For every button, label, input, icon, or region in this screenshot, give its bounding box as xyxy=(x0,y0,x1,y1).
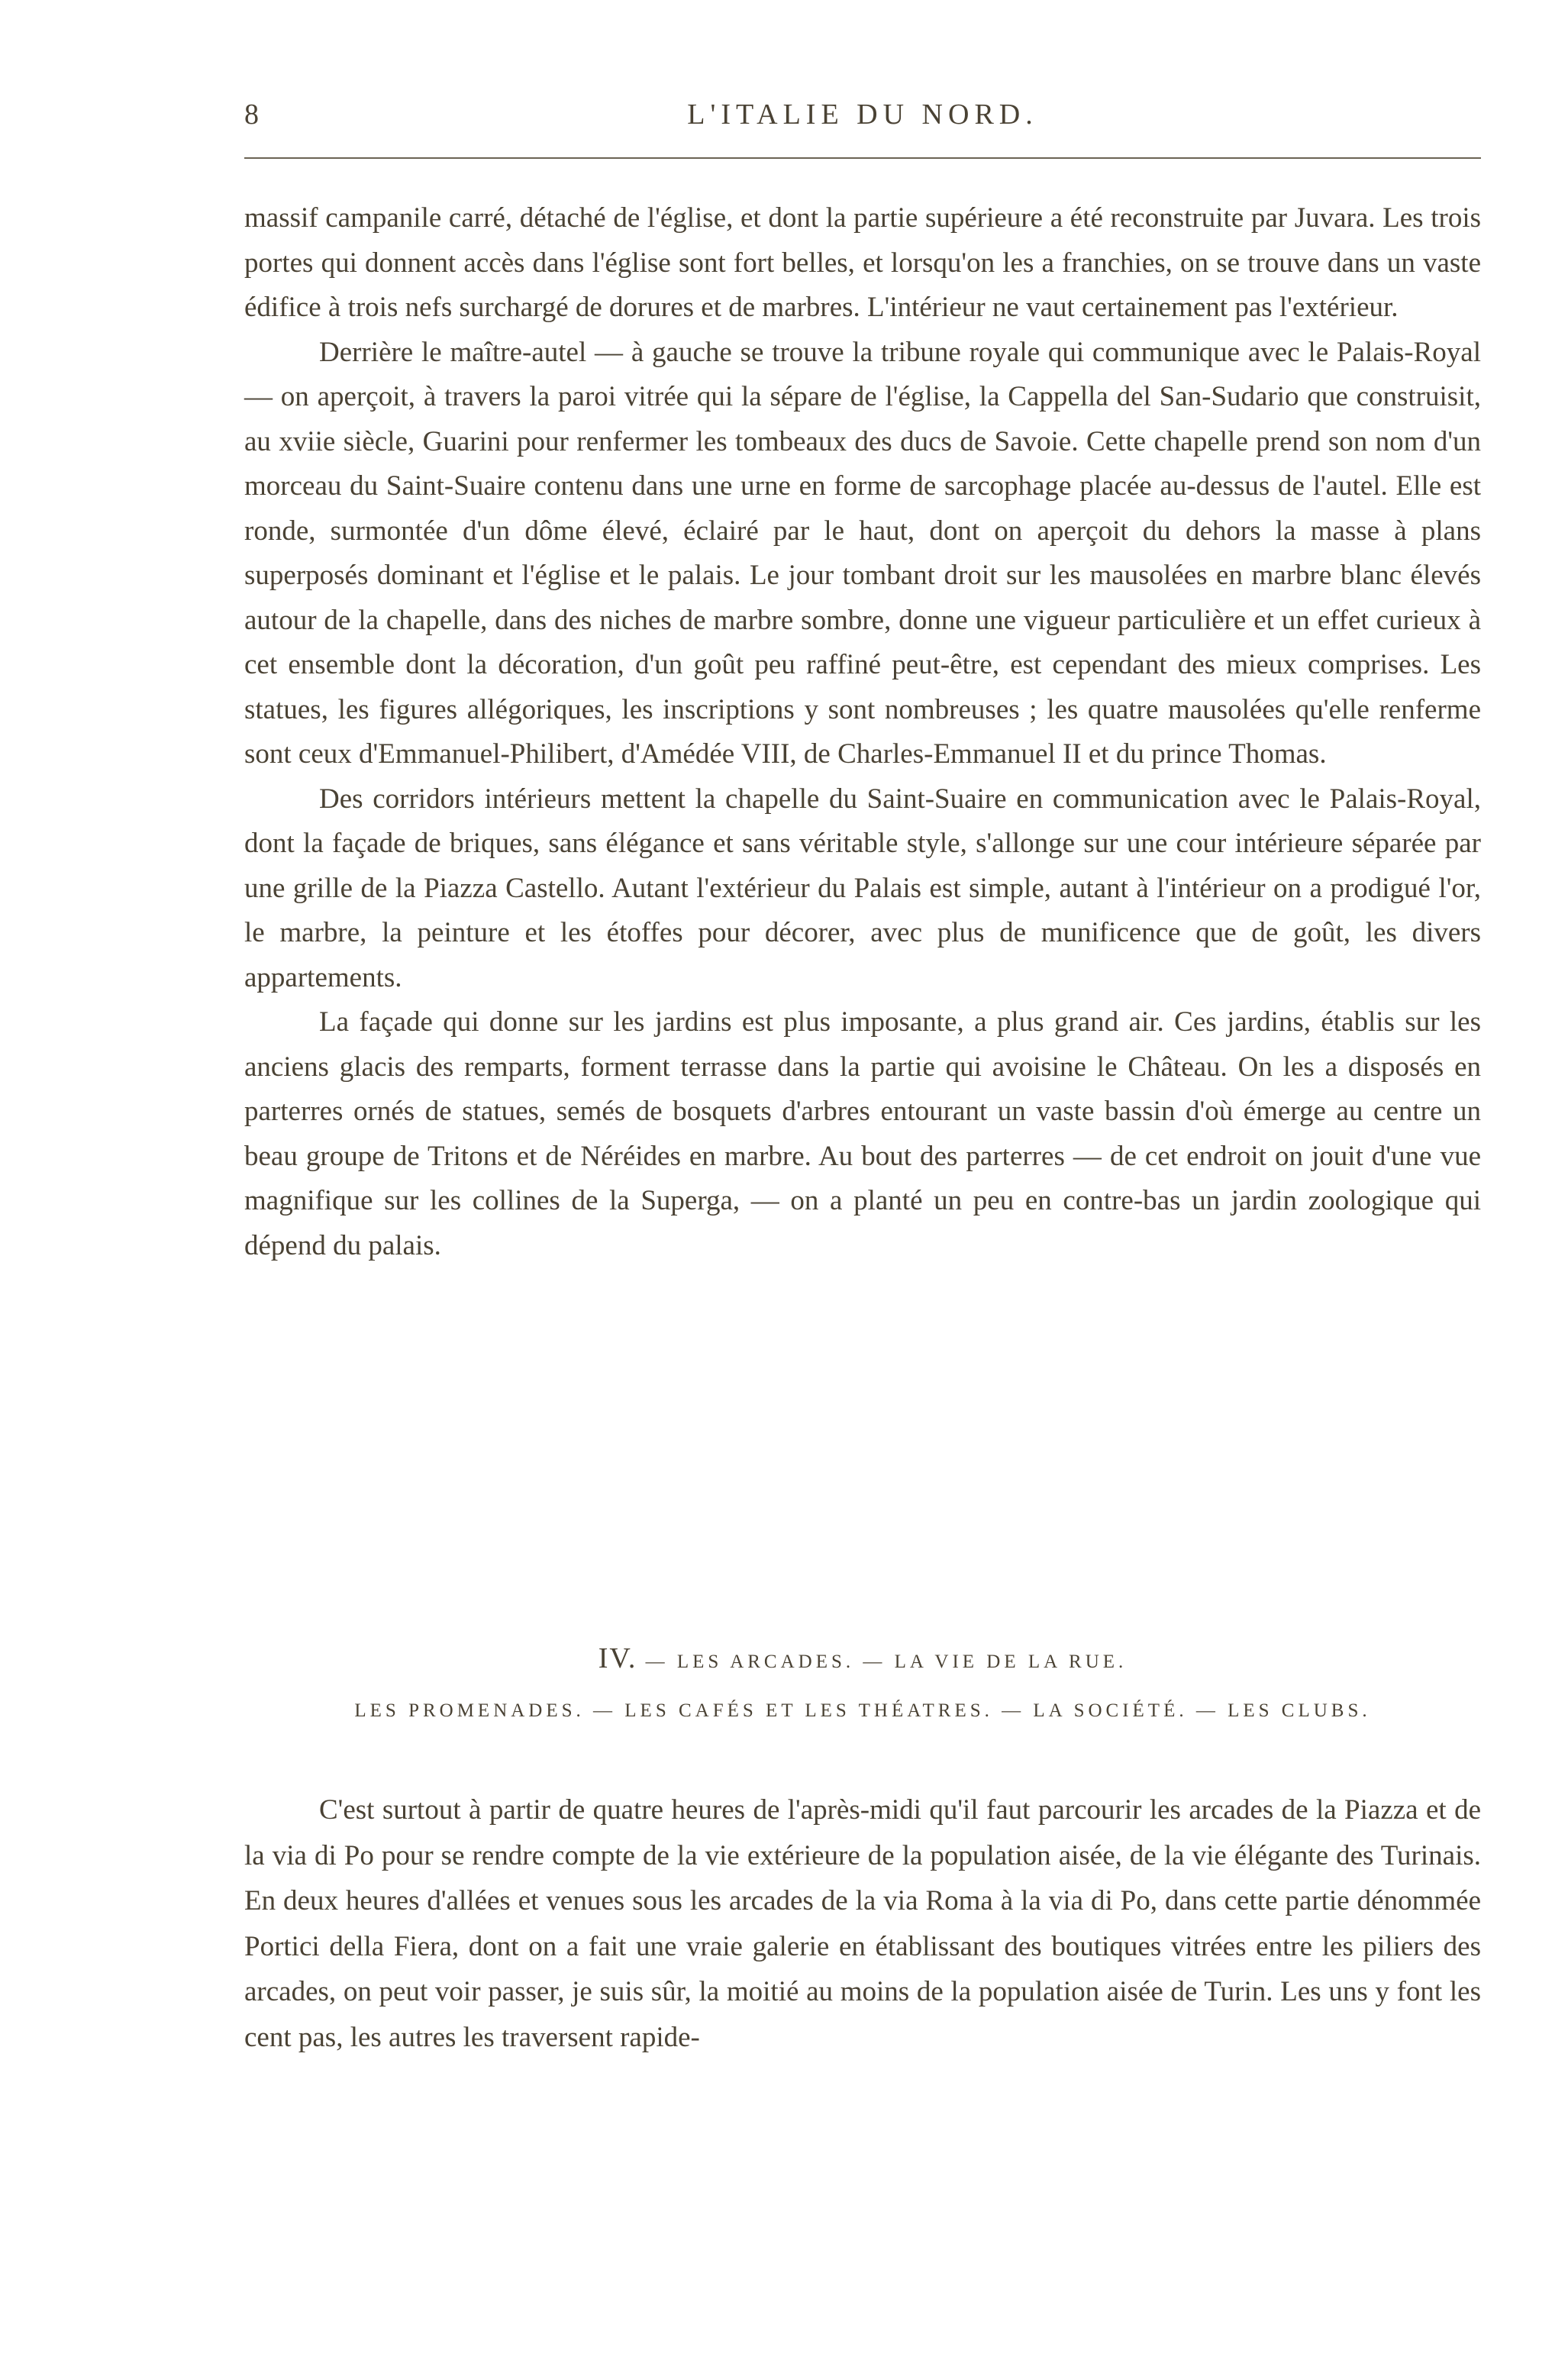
page-number: 8 xyxy=(244,98,260,131)
paragraph: Derrière le maître-autel — à gauche se trouve la tribune royale qui communique avec le Palais-Royal — on aperçoit, à travers la paroi vitrée qui la sépare de l'église, la Cappella del San-Sudario que construisit, au xviie siècle, Guarini pour renfermer les tombeaux des ducs de Savoie. Cette chapelle prend son nom d'un morceau du Saint-Suaire contenu dans une urne en forme de sarcophage placée au-dessus de l'autel. Elle est ronde, surmontée d'un dôme élevé, éclairé par le haut, dont on aperçoit du dehors la masse à plans superposés dominant et l'église et le palais. Le jour tombant droit sur les mausolées en marbre blanc élevés autour de la chapelle, dans des niches de marbre sombre, donne une vigueur particulière et un effet curieux à cet ensemble dont la décoration, d'un goût peu raffiné peut-être, est cependant des mieux comprises. Les statues, les figures allégoriques, les inscriptions y sont nombreuses ; les quatre mausolées qu'elle renferme sont ceux d'Emmanuel-Philibert, d'Amédée VIII, de Charles-Emmanuel II et du prince Thomas. xyxy=(244,336,1481,770)
section-numeral: IV. xyxy=(598,1642,637,1674)
body-text xyxy=(244,196,1481,1268)
paragraph: Des corridors intérieurs mettent la chapelle du Saint-Suaire en communication avec le Palais-Royal, dont la façade de briques, sans élégance et sans véritable style, s'allonge sur une cour intérieure séparée par une grille de la Piazza Castello. Autant l'extérieur du Palais est simple, autant à l'intérieur on a prodigué l'or, le marbre, la peinture et les étoffes pour décorer, avec plus de munificence que de goût, les divers appartements. xyxy=(244,783,1481,993)
paragraph: massif campanile carré, détaché de l'église, et dont la partie supérieure a été reconstruite par Juvara. Les trois portes qui donnent accès dans l'église sont fort belles, et lorsqu'on les a franchies, on se trouve dans un vaste édifice à trois nefs surchargé de dorures et de marbres. L'intérieur ne vaut certainement pas l'extérieur. xyxy=(244,202,1481,323)
section-title-line-2: LES PROMENADES. — LES CAFÉS ET LES THÉATRES. — LA SOCIÉTÉ. — LES CLUBS. xyxy=(354,1700,1371,1721)
paragraph: La façade qui donne sur les jardins est plus imposante, a plus grand air. Ces jardins, établis sur les anciens glacis des remparts, forment terrasse dans la partie qui avoisine le Château. On les a disposés en parterres ornés de statues, semés de bosquets d'arbres entourant un vaste bassin d'où émerge au centre un beau groupe de Tritons et de Néréides en marbre. Au bout des parterres — de cet endroit on jouit d'une vue magnifique sur les collines de la Superga, — on a planté un peu en contre-bas un jardin zoologique qui dépend du palais. xyxy=(244,1006,1481,1261)
running-title: L'ITALIE DU NORD. xyxy=(687,98,1038,131)
section-heading xyxy=(244,1642,1481,1675)
section-subheading xyxy=(244,1700,1481,1722)
running-head xyxy=(244,98,1481,144)
section-title-line-1: — LES ARCADES. — LA VIE DE LA RUE. xyxy=(645,1652,1128,1672)
header-rule xyxy=(244,157,1481,159)
section-body-text xyxy=(244,1787,1481,2060)
paragraph: C'est surtout à partir de quatre heures de l'après-midi qu'il faut parcourir les arcades de la Piazza et de la via di Po pour se rendre compte de la vie extérieure de la population aisée, de la vie élégante des Turinais. En deux heures d'allées et venues sous les arcades de la via Roma à la via di Po, dans cette partie dénommée Portici della Fiera, dont on a fait une vraie galerie en établissant des boutiques vitrées entre les piliers des arcades, on peut voir passer, je suis sûr, la moitié au moins de la population aisée de Turin. Les uns y font les cent pas, les autres les traversent rapide- xyxy=(244,1794,1481,2053)
